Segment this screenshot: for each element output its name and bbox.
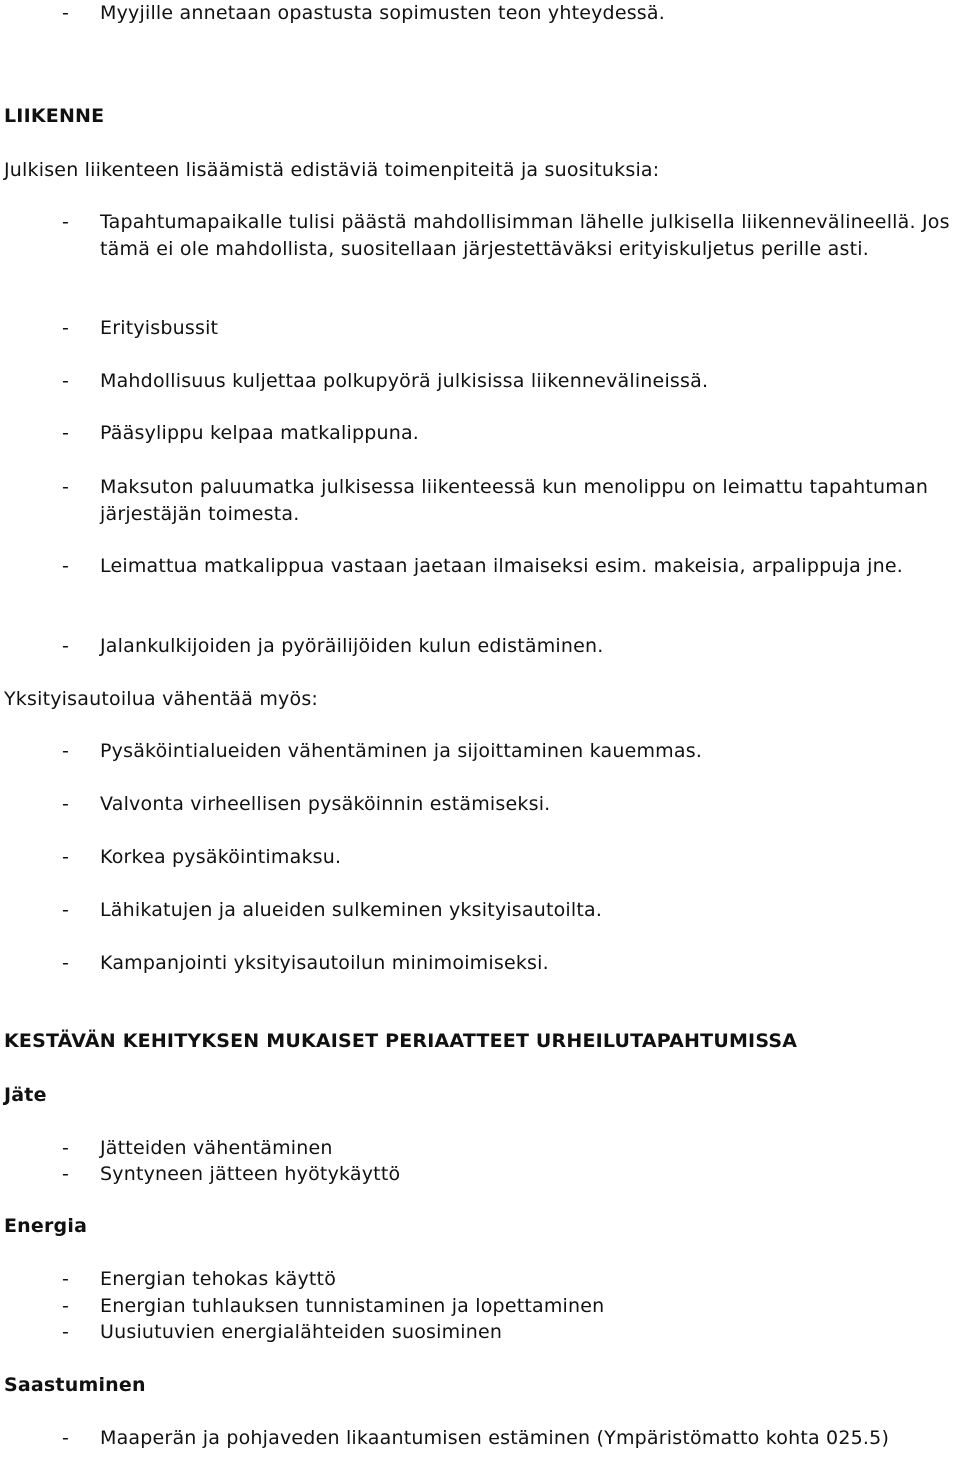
list-item-text: Syntyneen jätteen hyötykäyttö [100,1163,401,1185]
list-item-text: Uusiutuvien energialähteiden suosiminen [100,1321,503,1343]
bullet-dash: - [62,1427,70,1449]
bullet-dash: - [62,846,70,868]
bullet-dash: - [62,1321,70,1343]
bullet-dash: - [62,952,70,974]
list-item-text: Korkea pysäköintimaksu. [100,846,342,868]
list-item-text: Maaperän ja pohjaveden likaantumisen estäminen (Ympäristömatto kohta 025.5) [100,1427,890,1449]
list-item-text: Mahdollisuus kuljettaa polkupyörä julkisissa liikennevälineissä. [100,370,709,392]
bullet-dash: - [62,317,70,339]
list-item-text: Valvonta virheellisen pysäköinnin estämiseksi. [100,793,551,815]
bullet-dash: - [62,422,70,444]
bullet-dash: - [62,1268,70,1290]
list-item-text: Lähikatujen ja alueiden sulkeminen yksityisautoilta. [100,899,603,921]
bullet-dash: - [62,476,70,498]
list-item-text: Energian tuhlauksen tunnistaminen ja lopettaminen [100,1295,605,1317]
list-item-text: Jalankulkijoiden ja pyöräilijöiden kulun edistäminen. [100,635,604,657]
section-heading-jate: Jäte [4,1084,47,1106]
section-heading-liikenne: LIIKENNE [4,105,105,127]
bullet-dash: - [62,740,70,762]
bullet-dash: - [62,555,70,577]
list-item-text: Maksuton paluumatka julkisessa liikenteessä kun menolippu on leimattu tapahtuman järjestäjän toimesta. [100,476,929,525]
bullet-dash: - [62,211,70,233]
bullet-dash: - [62,635,70,657]
section-heading-energia: Energia [4,1215,88,1237]
list-item-text: Kampanjointi yksityisautoilun minimoimiseksi. [100,952,549,974]
bullet-dash: - [62,1295,70,1317]
list-item-text: Pysäköintialueiden vähentäminen ja sijoittaminen kauemmas. [100,740,703,762]
list-item-text: Energian tehokas käyttö [100,1268,337,1290]
list-item-text: Jätteiden vähentäminen [100,1137,333,1159]
bullet-dash: - [62,899,70,921]
reduce-intro: Yksityisautoilua vähentää myös: [4,688,319,710]
main-heading: KESTÄVÄN KEHITYKSEN MUKAISET PERIAATTEET URHEILUTAPAHTUMISSA [4,1030,798,1052]
list-item-text: Myyjille annetaan opastusta sopimusten teon yhteydessä. [100,2,665,24]
section-heading-saastuminen: Saastuminen [4,1374,146,1396]
bullet-dash: - [62,2,70,24]
bullet-dash: - [62,793,70,815]
list-item-text: Erityisbussit [100,317,219,339]
list-item-text: Pääsylippu kelpaa matkalippuna. [100,422,420,444]
list-item-text: Tapahtumapaikalle tulisi päästä mahdollisimman lähelle julkisella liikennevälineellä. Jos tämä ei ole mahdollista, suositellaan järjestettäväksi erityiskuljetus perille asti. [100,211,950,260]
list-item-text: Leimattua matkalippua vastaan jaetaan ilmaiseksi esim. makeisia, arpalippuja jne. [100,555,904,577]
bullet-dash: - [62,370,70,392]
bullet-dash: - [62,1163,70,1185]
liikenne-intro: Julkisen liikenteen lisäämistä edistäviä toimenpiteitä ja suosituksia: [4,159,660,181]
bullet-dash: - [62,1137,70,1159]
